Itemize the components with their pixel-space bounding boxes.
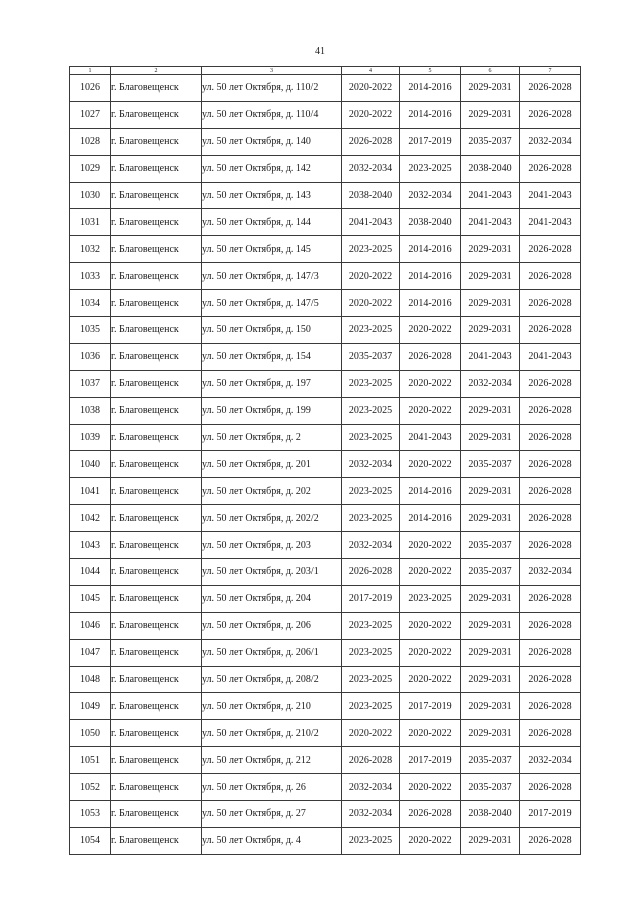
period-cell: 2032-2034 (342, 801, 400, 828)
address-cell: ул. 50 лет Октября, д. 4 (202, 827, 342, 854)
period-cell: 2041-2043 (461, 209, 520, 236)
table-row (70, 451, 581, 478)
period-cell: 2041-2043 (461, 182, 520, 209)
city-cell: г. Благовещенск (111, 559, 202, 586)
period-cell: 2020-2022 (342, 75, 400, 102)
city-cell: г. Благовещенск (111, 585, 202, 612)
city-cell: г. Благовещенск (111, 639, 202, 666)
city-cell: г. Благовещенск (111, 182, 202, 209)
period-cell: 2020-2022 (400, 397, 461, 424)
city-cell: г. Благовещенск (111, 666, 202, 693)
row-number-cell: 1030 (70, 182, 111, 209)
address-cell: ул. 50 лет Октября, д. 150 (202, 317, 342, 344)
table-row (70, 370, 581, 397)
address-cell: ул. 50 лет Октября, д. 204 (202, 585, 342, 612)
period-cell: 2014-2016 (400, 478, 461, 505)
row-number-cell: 1048 (70, 666, 111, 693)
city-cell: г. Благовещенск (111, 532, 202, 559)
address-cell: ул. 50 лет Октября, д. 203 (202, 532, 342, 559)
period-cell: 2020-2022 (400, 639, 461, 666)
row-number-cell: 1038 (70, 397, 111, 424)
column-number-header: 4 (342, 67, 400, 75)
address-cell: ул. 50 лет Октября, д. 201 (202, 451, 342, 478)
table-row (70, 801, 581, 828)
period-cell: 2038-2040 (461, 155, 520, 182)
period-cell: 2023-2025 (342, 317, 400, 344)
row-number-cell: 1042 (70, 505, 111, 532)
table-row (70, 559, 581, 586)
table-row (70, 128, 581, 155)
period-cell: 2026-2028 (520, 693, 581, 720)
period-cell: 2035-2037 (342, 343, 400, 370)
period-cell: 2032-2034 (342, 774, 400, 801)
period-cell: 2014-2016 (400, 236, 461, 263)
address-cell: ул. 50 лет Октября, д. 197 (202, 370, 342, 397)
row-number-cell: 1035 (70, 317, 111, 344)
period-cell: 2029-2031 (461, 505, 520, 532)
period-cell: 2026-2028 (400, 801, 461, 828)
row-number-cell: 1041 (70, 478, 111, 505)
period-cell: 2017-2019 (400, 747, 461, 774)
address-cell: ул. 50 лет Октября, д. 203/1 (202, 559, 342, 586)
table-row (70, 720, 581, 747)
table-row (70, 585, 581, 612)
table-row (70, 343, 581, 370)
period-cell: 2026-2028 (520, 263, 581, 290)
address-cell: ул. 50 лет Октября, д. 26 (202, 774, 342, 801)
address-cell: ул. 50 лет Октября, д. 206/1 (202, 639, 342, 666)
period-cell: 2041-2043 (520, 343, 581, 370)
table-row (70, 747, 581, 774)
table-row (70, 424, 581, 451)
period-cell: 2029-2031 (461, 317, 520, 344)
period-cell: 2023-2025 (342, 424, 400, 451)
period-cell: 2029-2031 (461, 666, 520, 693)
period-cell: 2041-2043 (520, 209, 581, 236)
city-cell: г. Благовещенск (111, 612, 202, 639)
address-cell: ул. 50 лет Октября, д. 154 (202, 343, 342, 370)
period-cell: 2020-2022 (400, 559, 461, 586)
row-number-cell: 1045 (70, 585, 111, 612)
row-number-cell: 1036 (70, 343, 111, 370)
period-cell: 2020-2022 (342, 290, 400, 317)
city-cell: г. Благовещенск (111, 720, 202, 747)
city-cell: г. Благовещенск (111, 236, 202, 263)
period-cell: 2014-2016 (400, 101, 461, 128)
period-cell: 2014-2016 (400, 505, 461, 532)
period-cell: 2032-2034 (520, 747, 581, 774)
city-cell: г. Благовещенск (111, 101, 202, 128)
period-cell: 2026-2028 (520, 424, 581, 451)
address-cell: ул. 50 лет Октября, д. 2 (202, 424, 342, 451)
period-cell: 2014-2016 (400, 263, 461, 290)
address-cell: ул. 50 лет Октября, д. 208/2 (202, 666, 342, 693)
address-cell: ул. 50 лет Октября, д. 27 (202, 801, 342, 828)
period-cell: 2032-2034 (342, 451, 400, 478)
period-cell: 2026-2028 (520, 505, 581, 532)
table-row (70, 639, 581, 666)
table-row (70, 263, 581, 290)
row-number-cell: 1037 (70, 370, 111, 397)
address-cell: ул. 50 лет Октября, д. 147/3 (202, 263, 342, 290)
period-cell: 2026-2028 (520, 236, 581, 263)
city-cell: г. Благовещенск (111, 263, 202, 290)
period-cell: 2032-2034 (342, 532, 400, 559)
period-cell: 2029-2031 (461, 424, 520, 451)
period-cell: 2023-2025 (342, 505, 400, 532)
column-number-header: 1 (70, 67, 111, 75)
period-cell: 2026-2028 (400, 343, 461, 370)
period-cell: 2023-2025 (342, 639, 400, 666)
period-cell: 2029-2031 (461, 478, 520, 505)
row-number-cell: 1034 (70, 290, 111, 317)
address-cell: ул. 50 лет Октября, д. 202 (202, 478, 342, 505)
table-row (70, 666, 581, 693)
period-cell: 2023-2025 (400, 155, 461, 182)
period-cell: 2026-2028 (520, 774, 581, 801)
table-body (70, 75, 581, 855)
period-cell: 2038-2040 (342, 182, 400, 209)
period-cell: 2020-2022 (400, 370, 461, 397)
row-number-cell: 1033 (70, 263, 111, 290)
table-row (70, 532, 581, 559)
table-row (70, 101, 581, 128)
city-cell: г. Благовещенск (111, 370, 202, 397)
column-number-header: 5 (400, 67, 461, 75)
period-cell: 2029-2031 (461, 827, 520, 854)
period-cell: 2041-2043 (400, 424, 461, 451)
period-cell: 2026-2028 (520, 720, 581, 747)
table-row (70, 155, 581, 182)
period-cell: 2020-2022 (342, 720, 400, 747)
period-cell: 2029-2031 (461, 639, 520, 666)
period-cell: 2035-2037 (461, 451, 520, 478)
city-cell: г. Благовещенск (111, 290, 202, 317)
city-cell: г. Благовещенск (111, 774, 202, 801)
column-number-row (70, 67, 581, 75)
period-cell: 2032-2034 (520, 559, 581, 586)
table-row (70, 236, 581, 263)
column-number-header: 7 (520, 67, 581, 75)
period-cell: 2029-2031 (461, 101, 520, 128)
city-cell: г. Благовещенск (111, 128, 202, 155)
period-cell: 2017-2019 (342, 585, 400, 612)
address-cell: ул. 50 лет Октября, д. 143 (202, 182, 342, 209)
period-cell: 2026-2028 (520, 478, 581, 505)
address-cell: ул. 50 лет Октября, д. 210 (202, 693, 342, 720)
period-cell: 2017-2019 (400, 693, 461, 720)
period-cell: 2017-2019 (400, 128, 461, 155)
period-cell: 2029-2031 (461, 397, 520, 424)
address-cell: ул. 50 лет Октября, д. 206 (202, 612, 342, 639)
period-cell: 2026-2028 (520, 666, 581, 693)
period-cell: 2032-2034 (520, 128, 581, 155)
period-cell: 2032-2034 (342, 155, 400, 182)
period-cell: 2035-2037 (461, 532, 520, 559)
period-cell: 2026-2028 (520, 290, 581, 317)
city-cell: г. Благовещенск (111, 505, 202, 532)
city-cell: г. Благовещенск (111, 397, 202, 424)
table-row (70, 397, 581, 424)
period-cell: 2026-2028 (342, 747, 400, 774)
period-cell: 2014-2016 (400, 290, 461, 317)
table-row (70, 182, 581, 209)
table-row (70, 75, 581, 102)
table-row (70, 290, 581, 317)
period-cell: 2026-2028 (520, 532, 581, 559)
period-cell: 2026-2028 (520, 370, 581, 397)
page-number: 41 (315, 46, 325, 57)
row-number-cell: 1040 (70, 451, 111, 478)
period-cell: 2035-2037 (461, 128, 520, 155)
row-number-cell: 1032 (70, 236, 111, 263)
period-cell: 2029-2031 (461, 585, 520, 612)
period-cell: 2020-2022 (400, 532, 461, 559)
row-number-cell: 1026 (70, 75, 111, 102)
period-cell: 2023-2025 (342, 666, 400, 693)
column-number-header: 3 (202, 67, 342, 75)
period-cell: 2020-2022 (342, 263, 400, 290)
row-number-cell: 1046 (70, 612, 111, 639)
period-cell: 2035-2037 (461, 559, 520, 586)
period-cell: 2029-2031 (461, 612, 520, 639)
table-row (70, 693, 581, 720)
column-number-header: 6 (461, 67, 520, 75)
row-number-cell: 1029 (70, 155, 111, 182)
period-cell: 2020-2022 (400, 612, 461, 639)
city-cell: г. Благовещенск (111, 209, 202, 236)
table-row (70, 505, 581, 532)
period-cell: 2017-2019 (520, 801, 581, 828)
row-number-cell: 1052 (70, 774, 111, 801)
period-cell: 2026-2028 (520, 612, 581, 639)
city-cell: г. Благовещенск (111, 75, 202, 102)
period-cell: 2038-2040 (400, 209, 461, 236)
row-number-cell: 1053 (70, 801, 111, 828)
row-number-cell: 1044 (70, 559, 111, 586)
period-cell: 2020-2022 (400, 827, 461, 854)
period-cell: 2020-2022 (400, 774, 461, 801)
schedule-table (69, 66, 581, 855)
period-cell: 2026-2028 (520, 317, 581, 344)
city-cell: г. Благовещенск (111, 693, 202, 720)
period-cell: 2023-2025 (342, 827, 400, 854)
row-number-cell: 1049 (70, 693, 111, 720)
period-cell: 2026-2028 (520, 585, 581, 612)
period-cell: 2029-2031 (461, 693, 520, 720)
period-cell: 2026-2028 (520, 397, 581, 424)
period-cell: 2029-2031 (461, 720, 520, 747)
period-cell: 2026-2028 (520, 101, 581, 128)
city-cell: г. Благовещенск (111, 801, 202, 828)
period-cell: 2038-2040 (461, 801, 520, 828)
period-cell: 2014-2016 (400, 75, 461, 102)
period-cell: 2029-2031 (461, 75, 520, 102)
row-number-cell: 1050 (70, 720, 111, 747)
table-row (70, 209, 581, 236)
period-cell: 2026-2028 (520, 827, 581, 854)
period-cell: 2023-2025 (342, 693, 400, 720)
city-cell: г. Благовещенск (111, 451, 202, 478)
column-number-header: 2 (111, 67, 202, 75)
period-cell: 2020-2022 (400, 666, 461, 693)
period-cell: 2035-2037 (461, 747, 520, 774)
period-cell: 2041-2043 (520, 182, 581, 209)
period-cell: 2020-2022 (400, 720, 461, 747)
table-row (70, 317, 581, 344)
address-cell: ул. 50 лет Октября, д. 140 (202, 128, 342, 155)
address-cell: ул. 50 лет Октября, д. 212 (202, 747, 342, 774)
address-cell: ул. 50 лет Октября, д. 142 (202, 155, 342, 182)
table-row (70, 612, 581, 639)
period-cell: 2023-2025 (342, 478, 400, 505)
period-cell: 2029-2031 (461, 263, 520, 290)
period-cell: 2023-2025 (342, 612, 400, 639)
address-cell: ул. 50 лет Октября, д. 110/2 (202, 75, 342, 102)
row-number-cell: 1047 (70, 639, 111, 666)
row-number-cell: 1054 (70, 827, 111, 854)
city-cell: г. Благовещенск (111, 747, 202, 774)
period-cell: 2026-2028 (520, 639, 581, 666)
table-row (70, 478, 581, 505)
address-cell: ул. 50 лет Октября, д. 210/2 (202, 720, 342, 747)
row-number-cell: 1031 (70, 209, 111, 236)
address-cell: ул. 50 лет Октября, д. 202/2 (202, 505, 342, 532)
city-cell: г. Благовещенск (111, 424, 202, 451)
period-cell: 2029-2031 (461, 236, 520, 263)
period-cell: 2026-2028 (520, 451, 581, 478)
period-cell: 2041-2043 (342, 209, 400, 236)
city-cell: г. Благовещенск (111, 343, 202, 370)
period-cell: 2032-2034 (400, 182, 461, 209)
period-cell: 2035-2037 (461, 774, 520, 801)
address-cell: ул. 50 лет Октября, д. 199 (202, 397, 342, 424)
row-number-cell: 1043 (70, 532, 111, 559)
period-cell: 2026-2028 (520, 155, 581, 182)
address-cell: ул. 50 лет Октября, д. 110/4 (202, 101, 342, 128)
city-cell: г. Благовещенск (111, 478, 202, 505)
period-cell: 2026-2028 (520, 75, 581, 102)
address-cell: ул. 50 лет Октября, д. 144 (202, 209, 342, 236)
table-row (70, 827, 581, 854)
period-cell: 2020-2022 (400, 451, 461, 478)
table-row (70, 774, 581, 801)
address-cell: ул. 50 лет Октября, д. 145 (202, 236, 342, 263)
period-cell: 2020-2022 (400, 317, 461, 344)
row-number-cell: 1039 (70, 424, 111, 451)
city-cell: г. Благовещенск (111, 317, 202, 344)
row-number-cell: 1027 (70, 101, 111, 128)
city-cell: г. Благовещенск (111, 155, 202, 182)
period-cell: 2026-2028 (342, 559, 400, 586)
row-number-cell: 1051 (70, 747, 111, 774)
period-cell: 2023-2025 (342, 370, 400, 397)
period-cell: 2029-2031 (461, 290, 520, 317)
period-cell: 2023-2025 (400, 585, 461, 612)
period-cell: 2023-2025 (342, 397, 400, 424)
period-cell: 2041-2043 (461, 343, 520, 370)
city-cell: г. Благовещенск (111, 827, 202, 854)
period-cell: 2023-2025 (342, 236, 400, 263)
address-cell: ул. 50 лет Октября, д. 147/5 (202, 290, 342, 317)
period-cell: 2032-2034 (461, 370, 520, 397)
period-cell: 2026-2028 (342, 128, 400, 155)
period-cell: 2020-2022 (342, 101, 400, 128)
row-number-cell: 1028 (70, 128, 111, 155)
